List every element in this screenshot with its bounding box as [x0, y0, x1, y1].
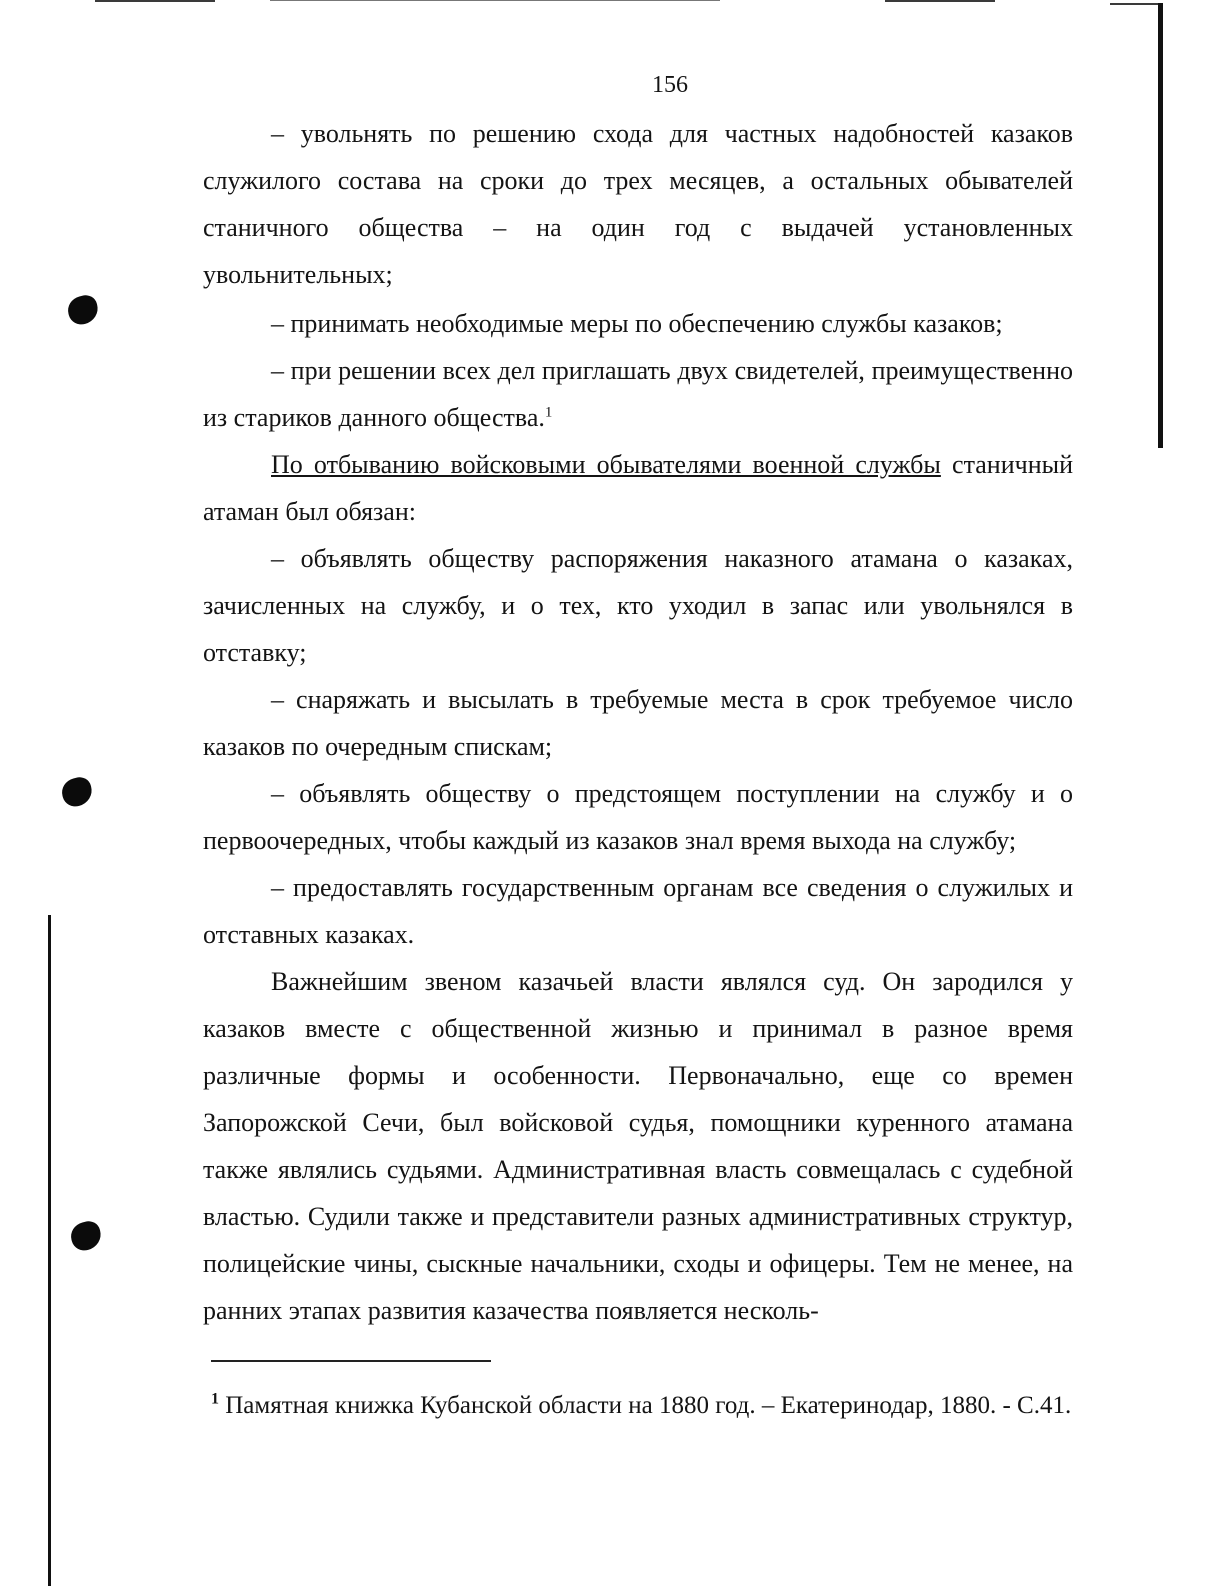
paragraph-info: – предоставлять государственным органам все сведения о служилых и отставных казаках. — [203, 873, 1073, 949]
footnote-reference: 1 — [544, 404, 553, 421]
scan-edge-top-middle — [270, 0, 720, 1]
scan-edge-left — [48, 915, 51, 1586]
paragraph-ataman-duties — [203, 441, 1073, 535]
punch-hole-2 — [59, 775, 95, 810]
footnote-text: Памятная книжка Кубанской области на 1880 год. – Екатеринодар, 1880. - С.41. — [225, 1392, 1072, 1419]
paragraph-queue: – объявлять обществу о предстоящем поступлении на службу и о первоочередных, чтобы каждый из казаков знал время выхода на службу; — [203, 779, 1073, 855]
ataman-duties-text: станичный атаман был обязан: — [203, 450, 1073, 526]
scan-edge-top-right — [885, 0, 995, 2]
paragraph-equip: – снаряжать и высылать в требуемые места в срок требуемое число казаков по очередным спискам; — [203, 685, 1073, 761]
paragraph-witnesses — [203, 347, 1073, 441]
page-number: 156 — [652, 72, 688, 98]
scan-edge-corner-bar — [1110, 3, 1158, 5]
underlined-phrase: По отбыванию войсковыми обывателями военной службы — [271, 450, 941, 479]
punch-hole-3 — [68, 1219, 104, 1254]
scan-edge-top-left — [95, 0, 215, 2]
scan-edge-right — [1158, 3, 1163, 448]
punch-hole-1 — [65, 293, 101, 328]
paragraph-court: Важнейшим звеном казачьей власти являлся суд. Он зародился у казаков вместе с общественной жизнью и принимал в разное время различные формы и особенности. Первоначально, еще со времен Запорожской Сечи, был войсковой судья, помощники куренного атамана также являлись судьями. Административная власть совмещалась с судебной властью. Судили также и представители разных административных структур, полицейские чины, сыскные начальники, сходы и офицеры. Тем не менее, на ранних этапах развития казачества появляется несколь- — [203, 967, 1073, 1325]
witnesses-text: – при решении всех дел приглашать двух свидетелей, преимущественно из стариков данного общества. — [203, 356, 1073, 432]
footnote — [211, 1390, 1077, 1421]
paragraph-announce: – объявлять обществу распоряжения наказного атамана о казаках, зачисленных на службу, и о тех, кто уходил в запас или увольнялся в отставку; — [203, 544, 1073, 667]
paragraph-measures: – принимать необходимые меры по обеспечению службы казаков; — [271, 309, 1003, 338]
paragraph-discharge: – увольнять по решению схода для частных надобностей казаков служилого состава на сроки до трех месяцев, а остальных обывателей станичного общества – на один год с выдачей установленных увольнительных; — [203, 119, 1073, 289]
footnote-separator — [211, 1360, 491, 1362]
footnote-marker: 1 — [211, 1390, 219, 1408]
